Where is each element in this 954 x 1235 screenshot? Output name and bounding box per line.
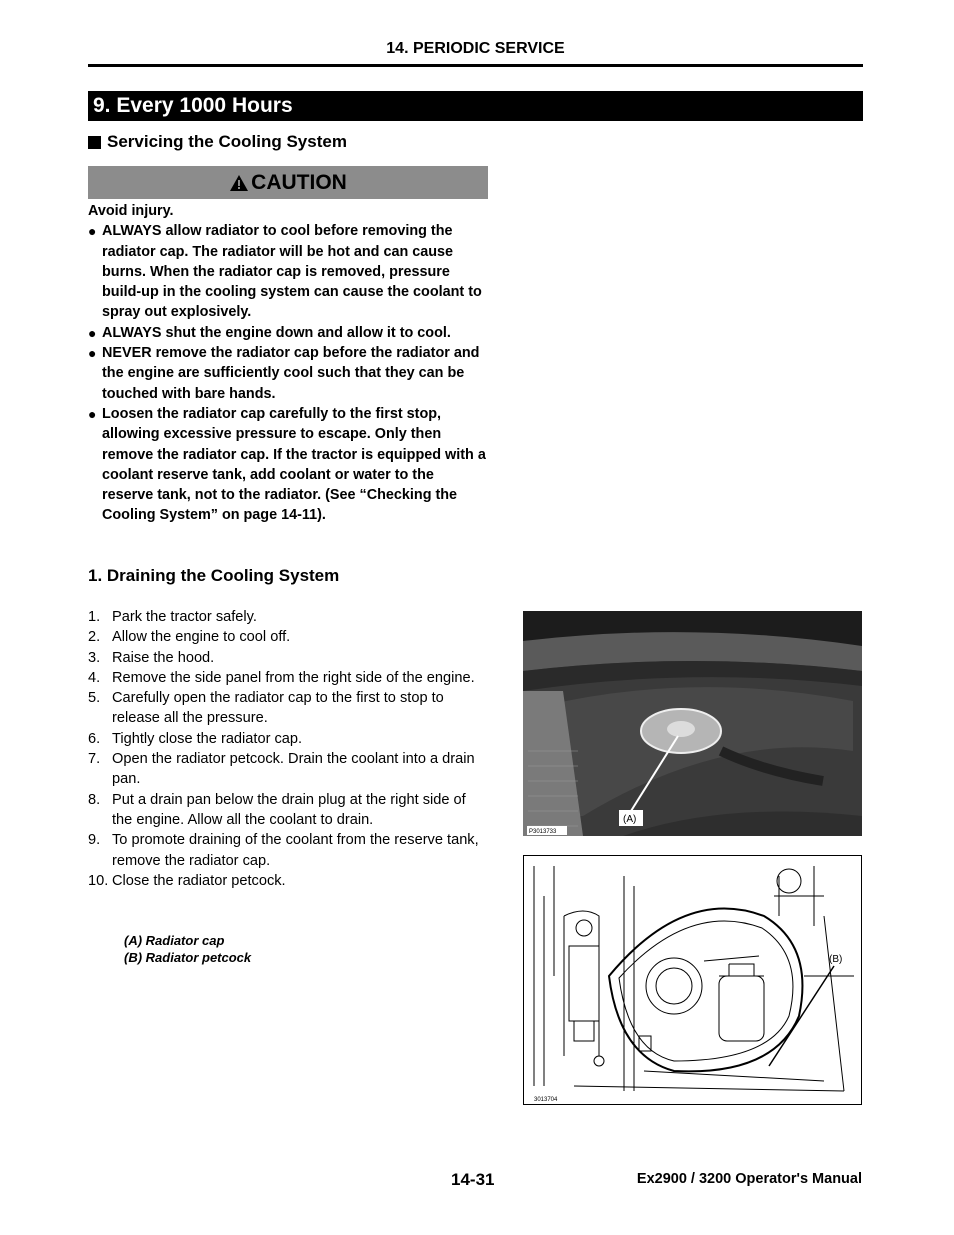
step-item <box>88 830 490 871</box>
step-item <box>88 648 490 668</box>
step-text: To promote draining of the coolant from the reserve tank, remove the radiator cap. <box>112 832 479 869</box>
step-number: 10. <box>88 872 109 889</box>
step-number: 5. <box>88 690 101 707</box>
photo-code: P3013733 <box>529 829 557 835</box>
step-number: 9. <box>88 832 101 849</box>
step-item <box>88 607 490 627</box>
radiator-cap-photo <box>523 611 862 836</box>
manual-title: Ex2900 / 3200 Operator's Manual <box>636 1171 862 1187</box>
step-item <box>88 688 490 729</box>
section-title: 9. Every 1000 Hours <box>88 91 863 121</box>
step-text: Put a drain pan below the drain plug at the right side of the engine. Allow all the coolant to drain. <box>112 791 466 828</box>
bullet-dot-icon: ● <box>88 405 97 422</box>
caution-banner <box>88 166 488 199</box>
figure-legend <box>124 932 251 966</box>
step-number: 8. <box>88 791 101 808</box>
radiator-petcock-drawing <box>523 855 862 1105</box>
drawing-callout: (B) <box>829 954 843 965</box>
step-number: 6. <box>88 730 101 747</box>
step-number: 1. <box>88 609 101 625</box>
step-text: Carefully open the radiator cap to the first to stop to release all the pressure. <box>112 690 444 727</box>
subsection-title: Servicing the Cooling System <box>107 132 347 151</box>
caution-bullet <box>88 221 488 322</box>
step-number: 7. <box>88 751 101 768</box>
draining-steps <box>88 607 490 891</box>
draining-heading: 1. Draining the Cooling System <box>88 566 340 585</box>
running-header: 14. PERIODIC SERVICE <box>386 40 565 57</box>
caution-bullet-text: NEVER remove the radiator cap before the radiator and the engine are sufficiently cool such that they can be touched with bare hands. <box>102 345 480 402</box>
step-item <box>88 871 490 891</box>
step-number: 3. <box>88 649 101 666</box>
page-number: 14-31 <box>451 1170 495 1189</box>
square-bullet-icon <box>88 136 101 149</box>
step-item <box>88 729 490 749</box>
subsection-heading <box>88 132 347 152</box>
caution-label: CAUTION <box>251 170 347 194</box>
legend-item: (B) Radiator petcock <box>124 950 252 965</box>
caution-bullet-text: Loosen the radiator cap carefully to the first stop, allowing excessive pressure to escape. Only then remove the radiator cap. If the tractor is equipped with a coolant reserve tank, add coolant or water to the reserve tank, not to the radiator. (See “Checking the Cooling System” on page 14-11). <box>102 405 486 524</box>
warning-triangle-icon <box>229 174 249 192</box>
step-text: Tightly close the radiator cap. <box>112 730 303 747</box>
step-text: Allow the engine to cool off. <box>112 629 291 646</box>
step-text: Close the radiator petcock. <box>112 872 286 889</box>
caution-bullet-text: ALWAYS allow radiator to cool before removing the radiator cap. The radiator will be hot and can cause burns. When the radiator cap is removed, pressure build-up in the cooling system can cause the coolant to spray out explosively. <box>102 223 482 321</box>
photo-callout: (A) <box>623 814 637 825</box>
step-number: 4. <box>88 669 101 686</box>
drawing-code: 3013704 <box>534 1097 558 1103</box>
caution-intro: Avoid injury. <box>88 203 174 219</box>
caution-bullet <box>88 343 488 404</box>
step-item <box>88 668 490 688</box>
step-text: Raise the hood. <box>112 649 215 666</box>
step-item <box>88 749 490 790</box>
step-number: 2. <box>88 629 101 646</box>
bullet-dot-icon: ● <box>88 324 97 341</box>
bullet-dot-icon: ● <box>88 345 97 362</box>
caution-bullet-text: ALWAYS shut the engine down and allow it to cool. <box>102 324 451 341</box>
bullet-dot-icon: ● <box>88 223 97 240</box>
step-text: Remove the side panel from the right side of the engine. <box>112 669 475 686</box>
step-item <box>88 627 490 647</box>
legend-item: (A) Radiator cap <box>124 933 225 948</box>
step-item <box>88 790 490 831</box>
caution-text <box>88 201 488 526</box>
caution-bullet <box>88 323 488 343</box>
step-text: Park the tractor safely. <box>112 609 257 625</box>
caution-bullet <box>88 404 488 526</box>
step-text: Open the radiator petcock. Drain the coolant into a drain pan. <box>112 751 475 788</box>
header-rule <box>88 64 863 67</box>
